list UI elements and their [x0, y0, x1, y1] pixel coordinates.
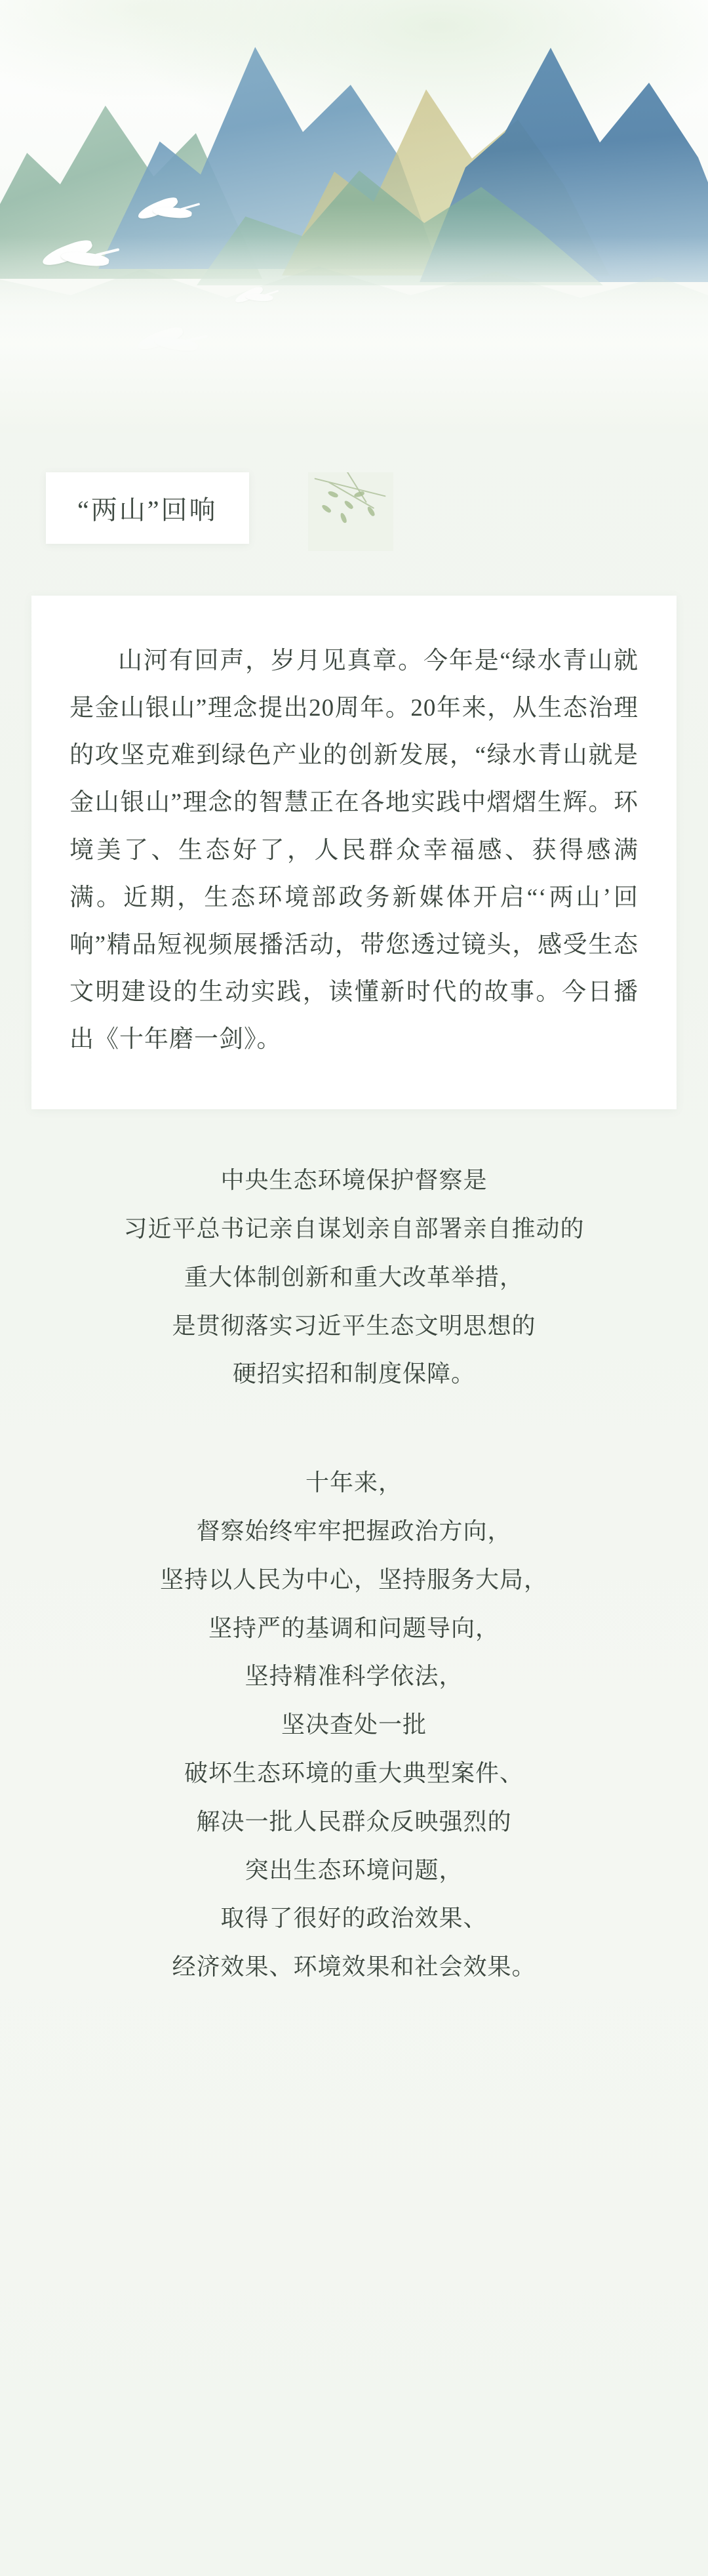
intro-paragraph: 山河有回声，岁月见真章。今年是“绿水青山就是金山银山”理念提出20周年。20年来，从生态治理的攻坚克难到绿色产业的创新发展，“绿水青山就是金山银山”理念的智慧正在各地实践中熠熠生辉。环境美了、生态好了，人民群众幸福感、获得感满满。近期，生态环境部政务新媒体开启“‘两山’回响”精品短视频展播活动，带您透过镜头，感受生态文明建设的生动实践，读懂新时代的故事。今日播出《十年磨一剑》。 — [69, 647, 639, 1053]
page-title: “两山”回响 — [77, 495, 218, 525]
verse-line: 解决一批人民群众反映强烈的 — [196, 1808, 512, 1835]
verse-block-one — [26, 1156, 682, 1399]
verse-line: 是贯彻落实习近平生态文明思想的 — [172, 1312, 536, 1339]
verse-line: 硬招实招和制度保障。 — [232, 1360, 475, 1387]
mist-overlay — [0, 236, 708, 433]
verse-line: 坚持以人民为中心，坚持服务大局， — [159, 1566, 548, 1593]
verse-line: 十年来， — [305, 1469, 403, 1496]
verse-line: 中央生态环境保护督察是 — [220, 1167, 488, 1194]
verse-line: 破坏生态环境的重大典型案件、 — [184, 1760, 524, 1787]
verse-line: 取得了很好的政治效果、 — [220, 1905, 488, 1932]
verse-line: 坚决查处一批 — [281, 1711, 427, 1738]
intro-card — [31, 596, 677, 1109]
verse-line: 习近平总书记亲自谋划亲自部署亲自推动的 — [123, 1216, 585, 1242]
title-block — [0, 472, 708, 571]
hero-illustration — [0, 0, 708, 433]
verse-line: 坚持严的基调和问题导向， — [208, 1614, 500, 1641]
verse-line: 重大体制创新和重大改革举措， — [184, 1263, 524, 1290]
branch-decoration — [308, 472, 393, 551]
verse-line: 经济效果、环境效果和社会效果。 — [172, 1953, 536, 1980]
bottom-spacer — [0, 1992, 708, 2051]
verse-line: 坚持精准科学依法， — [245, 1663, 463, 1690]
verse-line: 督察始终牢牢把握政治方向， — [196, 1518, 512, 1545]
verse-block-two — [26, 1459, 682, 1992]
page-title-badge — [46, 472, 249, 544]
verse-line: 突出生态环境问题， — [245, 1856, 463, 1883]
